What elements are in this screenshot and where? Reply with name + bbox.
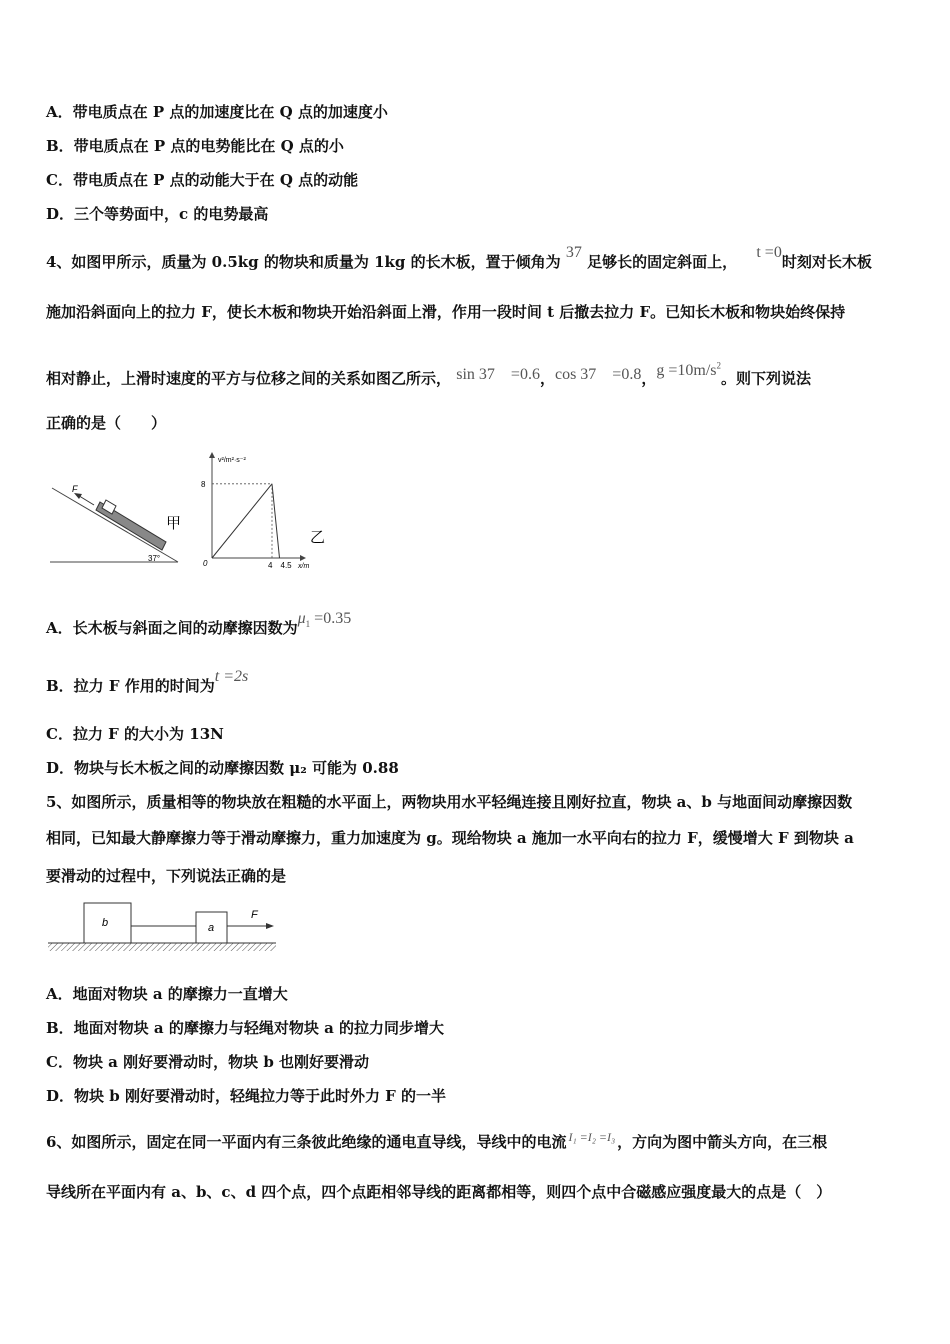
mu-symbol: μ xyxy=(297,610,306,627)
q4-figure-jia xyxy=(46,478,196,570)
q5-option-a: A．地面对物块 a 的摩擦力一直增大 xyxy=(46,985,288,1003)
y-tick-label: 8 xyxy=(201,479,206,489)
q3-option-c: C．带电质点在 P 点的动能大于在 Q 点的动能 xyxy=(46,171,359,189)
q4-option-b-math: t =2s xyxy=(214,668,249,685)
force-label: F xyxy=(72,484,78,494)
q5-stem-line1: 5、如图所示，质量相等的物块放在粗糙的水平面上，两物块用水平轻绳连接且刚好拉直，物块 a、b 与地面间动摩擦因数 xyxy=(46,793,853,811)
series-segment-2 xyxy=(272,484,280,558)
q6-current-math: I₁ =I₂ =I₃ xyxy=(568,1130,616,1144)
figure-yi-name: 乙 xyxy=(310,529,326,546)
mu-value: =0.35 xyxy=(310,610,352,627)
q4-stem-line2: 施加沿斜面向上的拉力 F，使长木板和物块开始沿斜面上滑，作用一段时间 t 后撤去拉力 F。已知长木板和物块始终保持 xyxy=(46,303,846,321)
figure-jia-name: 甲 xyxy=(166,515,182,532)
q4-t0-math: t =0 xyxy=(756,244,782,261)
block-b-label: b xyxy=(102,917,109,929)
q4-stem-line1 xyxy=(46,244,872,273)
y-axis-label: v²/m²·s⁻² xyxy=(218,457,246,464)
q6-stem-line2: 导线所在平面内有 a、b、c、d 四个点，四个点距相邻导线的距离都相等，则四个点中合磁感应强度最大的点是（ ） xyxy=(46,1183,832,1201)
q5-option-b: B．地面对物块 a 的摩擦力与轻绳对物块 a 的拉力同步增大 xyxy=(46,1019,445,1037)
q4-g-math xyxy=(656,362,721,379)
q4-sep-2: ， xyxy=(641,369,657,388)
force-f-label: F xyxy=(251,909,258,921)
q4-option-c: C．拉力 F 的大小为 13N xyxy=(46,725,224,743)
block-a-label: a xyxy=(208,922,215,934)
q5-stem-line2: 相同，已知最大静摩擦力等于滑动摩擦力，重力加速度为 g。现给物块 a 施加一水平向右的拉力 F，缓慢增大 F 到物块 a xyxy=(46,829,854,847)
q4-stem-line3 xyxy=(46,361,811,389)
q4-option-a-text: A．长木板与斜面之间的动摩擦因数为 xyxy=(46,619,298,637)
q4-cos-math: cos 37 =0.8 xyxy=(554,366,642,384)
q5-option-c: C．物块 a 刚好要滑动时，物块 b 也刚好要滑动 xyxy=(46,1053,370,1071)
q6-stem-text-a: 6、如图所示，固定在同一平面内有三条彼此绝缘的通电直导线，导线中的电流 xyxy=(46,1133,567,1151)
ground-hatch xyxy=(48,943,276,951)
force-f-arrow-head xyxy=(266,923,274,929)
series-segment-1 xyxy=(212,484,272,558)
q4-g-text: g =10m/s xyxy=(656,362,717,380)
q4-option-a xyxy=(46,610,352,644)
q6-stem-text-b: ，方向为图中箭头方向，在三根 xyxy=(617,1133,828,1151)
q4-option-d: D．物块与长木板之间的动摩擦因数 μ₂ 可能为 0.88 xyxy=(46,759,399,777)
q5-figure xyxy=(46,898,278,954)
q4-stem-text-d: 相对静止，上滑时速度的平方与位移之间的关系如图乙所示， xyxy=(46,369,452,388)
q4-stem-text-a: 4、如图甲所示，质量为 0.5kg 的物块和质量为 1kg 的长木板，置于倾角为 xyxy=(46,253,561,271)
q4-figure-yi xyxy=(198,448,338,572)
q4-sin-math: sin 37 =0.6 xyxy=(456,366,540,384)
q4-angle-math: 37 xyxy=(565,244,582,261)
q6-stem-line1 xyxy=(46,1132,827,1153)
q3-option-b: B．带电质点在 P 点的电势能比在 Q 点的小 xyxy=(46,137,344,155)
q4-stem-text-e: 。则下列说法 xyxy=(720,369,811,388)
q3-option-a: A．带电质点在 P 点的加速度比在 Q 点的加速度小 xyxy=(46,103,388,121)
q4-stem-line4: 正确的是（ ） xyxy=(46,414,167,432)
x-axis-arrow xyxy=(300,555,306,561)
x-tick-label-1: 4 xyxy=(268,561,273,570)
q4-stem-text-c: 时刻对长木板 xyxy=(781,253,872,271)
q4-sep-1: ， xyxy=(539,369,555,388)
incline-slope-line xyxy=(52,488,178,562)
q3-option-d: D．三个等势面中，c 的电势最高 xyxy=(46,205,269,223)
q4-option-a-math xyxy=(297,610,352,630)
q5-stem-line3: 要滑动的过程中，下列说法正确的是 xyxy=(46,867,287,885)
q5-option-d: D．物块 b 刚好要滑动时，轻绳拉力等于此时外力 F 的一半 xyxy=(46,1087,447,1105)
q4-option-b-text: B．拉力 F 作用的时间为 xyxy=(46,677,215,695)
x-axis-label: x/m xyxy=(298,563,310,570)
angle-label: 37° xyxy=(148,554,161,563)
q4-option-b xyxy=(46,668,249,697)
chart-marks xyxy=(201,480,292,570)
origin-label: 0 xyxy=(203,559,208,568)
q4-g-sup: 2 xyxy=(716,361,721,371)
q4-stem-text-b: 足够长的固定斜面上， xyxy=(587,253,738,271)
mu-subscript: 1 xyxy=(305,619,311,630)
y-axis-arrow xyxy=(209,452,215,458)
x-tick-label-2: 4.5 xyxy=(280,561,292,570)
